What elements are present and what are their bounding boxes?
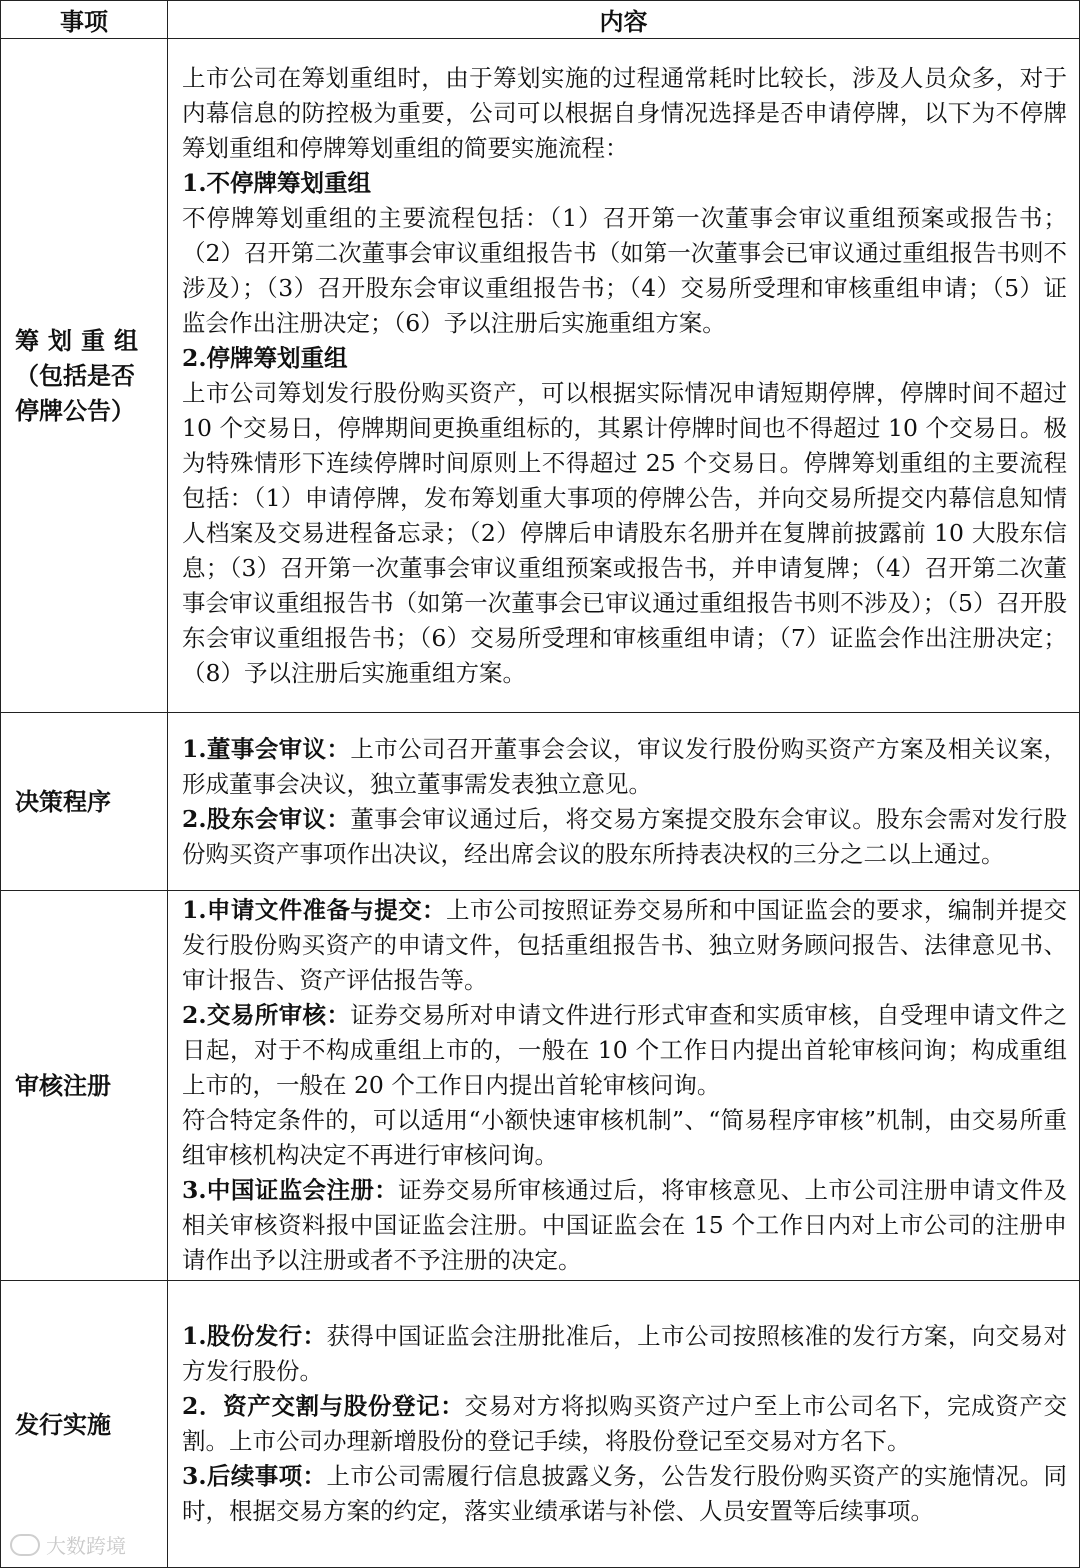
bold-lead: 1.申请文件准备与提交： xyxy=(182,896,446,924)
table-header-row xyxy=(1,1,1080,39)
paragraph xyxy=(182,998,1067,1103)
row-content-review xyxy=(168,891,1080,1281)
paragraph-text: 证券交易所审核通过后，将审核意见、上市公司注册申请文件及相关审核资料报中国证监会注册。中国证监会在 15 个工作日内对上市公司的注册申请作出予以注册或者不予注册的决定。 xyxy=(182,1176,1067,1274)
row-item-review: 审核注册 xyxy=(1,891,168,1281)
paragraph-text: 上市公司按照证券交易所和中国证监会的要求，编制并提交发行股份购买资产的申请文件，包括重组报告书、独立财务顾问报告、法律意见书、审计报告、资产评估报告等。 xyxy=(182,896,1067,994)
paragraph-text: 证券交易所对申请文件进行形式审查和实质审核，自受理申请文件之日起，对于不构成重组上市的，一般在 10 个工作日内提出首轮审核问询；构成重组上市的，一般在 20 个工作日内提出首轮审核问询。 xyxy=(182,1001,1067,1099)
watermark xyxy=(10,1530,126,1559)
table-row xyxy=(1,1281,1080,1568)
item-line: 停牌公告） xyxy=(15,396,135,425)
watermark-text: 大数跨境 xyxy=(46,1534,126,1558)
paragraph xyxy=(182,1389,1067,1459)
paragraph-text: 获得中国证监会注册批准后，上市公司按照核准的发行方案，向交易对方发行股份。 xyxy=(182,1322,1067,1385)
row-content-issuance xyxy=(168,1281,1080,1568)
paragraph: 上市公司筹划发行股份购买资产，可以根据实际情况申请短期停牌，停牌时间不超过 10 个交易日，停牌期间更换重组标的，其累计停牌时间也不得超过 10 个交易日。极为特殊情形下连续停牌时间原则上不得超过 25 个交易日。停牌筹划重组的主要流程包括：（1）申请停牌，发布筹划重大事项的停牌公告，并向交易所提交内幕信息知情人档案及交易进程备忘录；（2）停牌后申请股东名册并在复牌前披露前 10 大股东信息；（3）召开第一次董事会审议重组预案或报告书，并申请复牌；（4）召开第二次董事会审议重组报告书（如第一次董事会已审议通过重组报告书则不涉及）；（5）召开股东会审议重组报告书；（6）交易所受理和审核重组申请；（7）证监会作出注册决定；（8）予以注册后实施重组方案。 xyxy=(182,378,1067,687)
subheading: 2.停牌筹划重组 xyxy=(182,343,348,372)
header-content: 内容 xyxy=(168,1,1080,39)
paragraph: 不停牌筹划重组的主要流程包括：（1）召开第一次董事会审议重组预案或报告书；（2）召开第二次董事会审议重组报告书（如第一次董事会已审议通过重组报告书则不涉及）；（3）召开股东会审议重组报告书；（4）交易所受理和审核重组申请；（5）证监会作出注册决定；（6）予以注册后实施重组方案。 xyxy=(182,203,1067,337)
paragraph xyxy=(182,732,1067,802)
item-line: 筹划重组 xyxy=(15,326,147,355)
paragraph xyxy=(182,893,1067,998)
bold-lead: 1.董事会审议： xyxy=(182,734,351,763)
bold-lead: 2.股东会审议： xyxy=(182,804,351,833)
paragraph xyxy=(182,1459,1067,1529)
paragraph: 上市公司在筹划重组时，由于筹划实施的过程通常耗时比较长，涉及人员众多，对于内幕信息的防控极为重要，公司可以根据自身情况选择是否申请停牌，以下为不停牌筹划重组和停牌筹划重组的简要实施流程： xyxy=(182,63,1067,162)
bold-lead: 1.股份发行： xyxy=(182,1322,327,1350)
bold-lead: 3.中国证监会注册： xyxy=(182,1176,399,1204)
bold-lead: 2.交易所审核： xyxy=(182,1001,351,1029)
paragraph-text: 上市公司需履行信息披露义务，公告发行股份购买资产的实施情况。同时，根据交易方案的约定，落实业绩承诺与补偿、人员安置等后续事项。 xyxy=(182,1462,1067,1525)
paragraph: 符合特定条件的，可以适用“小额快速审核机制”、“简易程序审核”机制，由交易所重组审核机构决定不再进行审核问询。 xyxy=(182,1106,1067,1169)
bold-lead: 3.后续事项： xyxy=(182,1462,327,1490)
row-content-decision xyxy=(168,713,1080,891)
subheading: 1.不停牌筹划重组 xyxy=(182,168,372,197)
table-row xyxy=(1,713,1080,891)
paragraph-text: 董事会审议通过后，将交易方案提交股东会审议。股东会需对发行股份购买资产事项作出决议，经出席会议的股东所持表决权的三分之二以上通过。 xyxy=(182,804,1067,868)
row-content-planning xyxy=(168,39,1080,713)
paragraph xyxy=(182,1319,1067,1389)
table-row xyxy=(1,39,1080,713)
row-item-planning xyxy=(1,39,168,713)
paragraph xyxy=(182,802,1067,872)
row-item-decision: 决策程序 xyxy=(1,713,168,891)
item-line: （包括是否 xyxy=(15,361,135,390)
row-item-issuance: 发行实施 xyxy=(1,1281,168,1568)
paragraph-text: 上市公司召开董事会会议，审议发行股份购买资产方案及相关议案，形成董事会决议，独立董事需发表独立意见。 xyxy=(182,734,1067,798)
header-item: 事项 xyxy=(1,1,168,39)
bold-lead: 2．资产交割与股份登记： xyxy=(182,1392,465,1420)
paragraph-text: 交易对方将拟购买资产过户至上市公司名下，完成资产交割。上市公司办理新增股份的登记手续，将股份登记至交易对方名下。 xyxy=(182,1392,1067,1455)
table-row xyxy=(1,891,1080,1281)
paragraph xyxy=(182,1173,1067,1278)
watermark-logo-icon xyxy=(10,1534,40,1556)
